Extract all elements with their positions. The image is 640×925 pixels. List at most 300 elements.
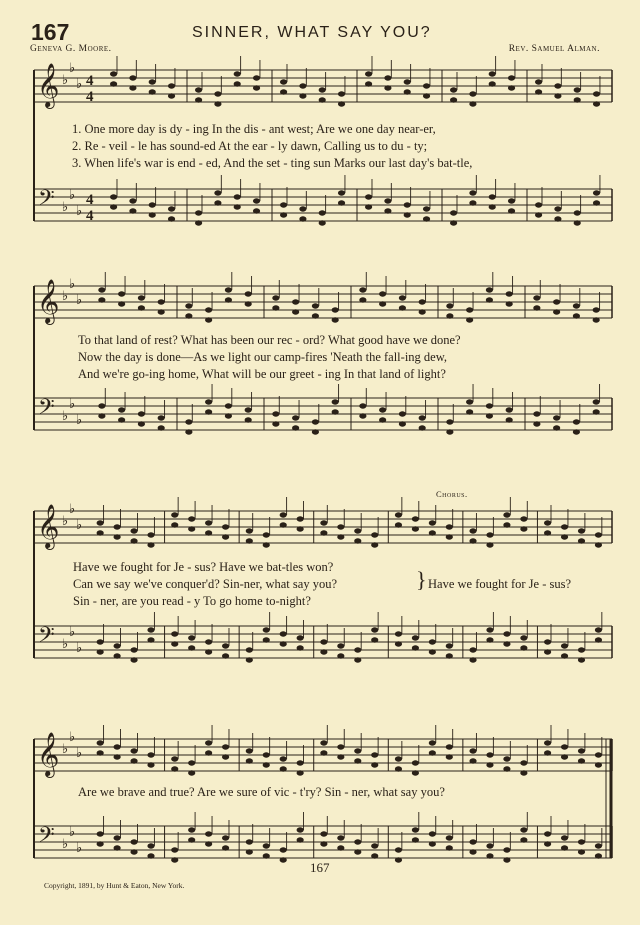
note-head bbox=[118, 407, 125, 412]
note-head bbox=[578, 849, 585, 854]
note-head bbox=[205, 409, 212, 414]
note-head bbox=[292, 425, 299, 430]
note-head bbox=[185, 313, 192, 318]
note-head bbox=[399, 295, 406, 300]
note-head bbox=[253, 85, 260, 90]
note-head bbox=[379, 301, 386, 306]
note-head bbox=[469, 538, 476, 543]
note-head bbox=[147, 627, 154, 632]
note-head bbox=[246, 647, 253, 652]
note-head bbox=[337, 653, 344, 658]
note-head bbox=[280, 756, 287, 761]
note-head bbox=[205, 530, 212, 535]
note-head bbox=[332, 317, 339, 322]
note-head bbox=[399, 411, 406, 416]
note-head bbox=[320, 530, 327, 535]
note-head bbox=[147, 843, 154, 848]
note-head bbox=[97, 841, 104, 846]
verse-brace: } bbox=[416, 567, 427, 592]
copyright-notice: Copyright, 1891, by Hunt & Eaton, New York. bbox=[44, 881, 185, 890]
note-head bbox=[466, 409, 473, 414]
note-head bbox=[114, 643, 121, 648]
note-head bbox=[246, 758, 253, 763]
note-head bbox=[130, 528, 137, 533]
note-head bbox=[292, 299, 299, 304]
note-head bbox=[553, 299, 560, 304]
note-head bbox=[399, 305, 406, 310]
flat-sign-icon: ♭ bbox=[76, 641, 83, 656]
note-head bbox=[158, 299, 165, 304]
flat-sign-icon: ♭ bbox=[62, 200, 69, 215]
note-head bbox=[561, 653, 568, 658]
note-head bbox=[412, 645, 419, 650]
note-head bbox=[429, 831, 436, 836]
note-head bbox=[97, 740, 104, 745]
note-head bbox=[312, 419, 319, 424]
note-head bbox=[535, 202, 542, 207]
note-head bbox=[446, 303, 453, 308]
bass-clef-icon: 𝄢 bbox=[38, 395, 55, 425]
note-head bbox=[354, 839, 361, 844]
note-head bbox=[359, 297, 366, 302]
note-head bbox=[332, 307, 339, 312]
note-head bbox=[319, 220, 326, 225]
treble-clef-icon: 𝄞 bbox=[37, 279, 60, 323]
treble-clef-icon: 𝄞 bbox=[37, 63, 60, 107]
note-head bbox=[320, 831, 327, 836]
note-head bbox=[503, 857, 510, 862]
note-head bbox=[222, 845, 229, 850]
note-head bbox=[234, 204, 241, 209]
note-head bbox=[469, 528, 476, 533]
note-head bbox=[379, 291, 386, 296]
words-credit: Geneva G. Moore. bbox=[30, 44, 112, 54]
note-head bbox=[469, 748, 476, 753]
note-head bbox=[508, 198, 515, 203]
note-head bbox=[188, 516, 195, 521]
note-head bbox=[379, 417, 386, 422]
note-head bbox=[535, 79, 542, 84]
note-head bbox=[246, 538, 253, 543]
note-head bbox=[384, 198, 391, 203]
note-head bbox=[280, 641, 287, 646]
note-head bbox=[320, 750, 327, 755]
note-head bbox=[593, 91, 600, 96]
note-head bbox=[429, 649, 436, 654]
note-head bbox=[520, 837, 527, 842]
note-head bbox=[508, 85, 515, 90]
note-head bbox=[263, 843, 270, 848]
note-head bbox=[419, 299, 426, 304]
note-head bbox=[412, 770, 419, 775]
flat-sign-icon: ♭ bbox=[62, 289, 69, 304]
note-head bbox=[520, 827, 527, 832]
note-head bbox=[205, 317, 212, 322]
flat-sign-icon: ♭ bbox=[76, 413, 83, 428]
note-head bbox=[395, 857, 402, 862]
note-head bbox=[419, 415, 426, 420]
flat-sign-icon: ♭ bbox=[62, 514, 69, 529]
note-head bbox=[489, 81, 496, 86]
note-head bbox=[469, 758, 476, 763]
flat-sign-icon: ♭ bbox=[76, 293, 83, 308]
note-head bbox=[272, 295, 279, 300]
note-head bbox=[185, 429, 192, 434]
note-head bbox=[574, 220, 581, 225]
note-head bbox=[404, 212, 411, 217]
note-head bbox=[503, 756, 510, 761]
note-head bbox=[337, 524, 344, 529]
note-head bbox=[299, 93, 306, 98]
note-head bbox=[130, 839, 137, 844]
note-head bbox=[489, 194, 496, 199]
flat-sign-icon: ♭ bbox=[62, 837, 69, 852]
lyric-line: 3. When life's war is end - ed, And the set - ting sun Marks our last day's bat-tle, bbox=[72, 156, 473, 170]
note-head bbox=[225, 403, 232, 408]
note-head bbox=[486, 413, 493, 418]
note-head bbox=[486, 542, 493, 547]
note-head bbox=[395, 766, 402, 771]
note-head bbox=[423, 206, 430, 211]
flat-sign-icon: ♭ bbox=[62, 637, 69, 652]
note-head bbox=[469, 101, 476, 106]
note-head bbox=[354, 758, 361, 763]
note-head bbox=[506, 291, 513, 296]
note-head bbox=[533, 421, 540, 426]
note-head bbox=[561, 744, 568, 749]
note-head bbox=[384, 208, 391, 213]
note-head bbox=[297, 635, 304, 640]
note-head bbox=[595, 637, 602, 642]
note-head bbox=[292, 309, 299, 314]
note-head bbox=[297, 760, 304, 765]
time-signature-denominator: 4 bbox=[86, 89, 94, 105]
note-head bbox=[573, 313, 580, 318]
flat-sign-icon: ♭ bbox=[76, 746, 83, 761]
note-head bbox=[354, 647, 361, 652]
note-head bbox=[130, 657, 137, 662]
note-head bbox=[245, 407, 252, 412]
note-head bbox=[544, 520, 551, 525]
note-head bbox=[320, 520, 327, 525]
hymn-number: 167 bbox=[31, 19, 70, 45]
note-head bbox=[337, 845, 344, 850]
note-head bbox=[544, 841, 551, 846]
lyric-line: 2. Re - veil - le has sound-ed At the ear - ly dawn, Calling us to du - ty; bbox=[72, 139, 428, 153]
note-head bbox=[320, 639, 327, 644]
note-head bbox=[486, 637, 493, 642]
note-head bbox=[149, 79, 156, 84]
note-head bbox=[503, 847, 510, 852]
note-head bbox=[578, 647, 585, 652]
note-head bbox=[263, 627, 270, 632]
note-head bbox=[379, 407, 386, 412]
note-head bbox=[253, 198, 260, 203]
note-head bbox=[130, 538, 137, 543]
note-head bbox=[520, 770, 527, 775]
note-head bbox=[280, 766, 287, 771]
note-head bbox=[205, 831, 212, 836]
note-head bbox=[195, 97, 202, 102]
note-head bbox=[280, 89, 287, 94]
note-head bbox=[171, 857, 178, 862]
lyric-line: Sin - ner, are you read - y To go home to-night? bbox=[73, 594, 311, 608]
note-head bbox=[423, 83, 430, 88]
lyric-line: And we're go-ing home, What will be our greet - ing In that land of light? bbox=[78, 367, 446, 381]
note-head bbox=[404, 79, 411, 84]
flat-sign-icon: ♭ bbox=[76, 518, 83, 533]
note-head bbox=[205, 740, 212, 745]
note-head bbox=[245, 417, 252, 422]
note-head bbox=[195, 210, 202, 215]
note-head bbox=[171, 631, 178, 636]
note-head bbox=[272, 411, 279, 416]
note-head bbox=[245, 291, 252, 296]
lyric-line: Have we fought for Je - sus? Have we bat-tles won? bbox=[73, 560, 334, 574]
note-head bbox=[168, 93, 175, 98]
note-head bbox=[188, 645, 195, 650]
note-head bbox=[429, 639, 436, 644]
note-head bbox=[98, 297, 105, 302]
note-head bbox=[574, 97, 581, 102]
note-head bbox=[508, 75, 515, 80]
note-head bbox=[253, 75, 260, 80]
note-head bbox=[466, 317, 473, 322]
note-head bbox=[446, 419, 453, 424]
note-head bbox=[225, 413, 232, 418]
note-head bbox=[114, 754, 121, 759]
note-head bbox=[412, 516, 419, 521]
chorus-lyric: Have we fought for Je - sus? bbox=[428, 577, 572, 591]
note-head bbox=[138, 421, 145, 426]
note-head bbox=[503, 641, 510, 646]
note-head bbox=[578, 758, 585, 763]
note-head bbox=[354, 538, 361, 543]
note-head bbox=[280, 212, 287, 217]
note-head bbox=[171, 641, 178, 646]
note-head bbox=[533, 411, 540, 416]
note-head bbox=[554, 206, 561, 211]
note-head bbox=[395, 631, 402, 636]
note-head bbox=[419, 309, 426, 314]
note-head bbox=[320, 649, 327, 654]
lyric-line: 1. One more day is dy - ing In the dis - ant west; Are we one day near-er, bbox=[72, 122, 436, 136]
note-head bbox=[573, 429, 580, 434]
note-head bbox=[246, 528, 253, 533]
note-head bbox=[280, 631, 287, 636]
note-head bbox=[561, 845, 568, 850]
note-head bbox=[544, 740, 551, 745]
note-head bbox=[520, 760, 527, 765]
note-head bbox=[469, 200, 476, 205]
note-head bbox=[195, 220, 202, 225]
note-head bbox=[486, 843, 493, 848]
note-head bbox=[138, 305, 145, 310]
note-head bbox=[185, 303, 192, 308]
note-head bbox=[395, 847, 402, 852]
flat-sign-icon: ♭ bbox=[69, 502, 76, 517]
note-head bbox=[520, 516, 527, 521]
note-head bbox=[168, 216, 175, 221]
lyric-line: Are we brave and true? Are we sure of vic - t'ry? Sin - ner, what say you? bbox=[78, 785, 445, 799]
note-head bbox=[446, 653, 453, 658]
note-head bbox=[214, 101, 221, 106]
note-head bbox=[158, 309, 165, 314]
note-head bbox=[595, 542, 602, 547]
note-head bbox=[399, 421, 406, 426]
note-head bbox=[205, 649, 212, 654]
hymn-title: SINNER, WHAT SAY YOU? bbox=[192, 24, 432, 41]
note-head bbox=[419, 425, 426, 430]
note-head bbox=[466, 399, 473, 404]
note-head bbox=[544, 750, 551, 755]
note-head bbox=[245, 301, 252, 306]
note-head bbox=[412, 827, 419, 832]
flat-sign-icon: ♭ bbox=[69, 277, 76, 292]
note-head bbox=[263, 532, 270, 537]
note-head bbox=[246, 839, 253, 844]
note-head bbox=[129, 85, 136, 90]
note-head bbox=[338, 91, 345, 96]
note-head bbox=[578, 839, 585, 844]
note-head bbox=[188, 837, 195, 842]
note-head bbox=[214, 200, 221, 205]
note-head bbox=[429, 740, 436, 745]
note-head bbox=[147, 853, 154, 858]
time-signature-numerator: 4 bbox=[86, 192, 94, 208]
note-head bbox=[371, 532, 378, 537]
note-head bbox=[188, 760, 195, 765]
note-head bbox=[118, 301, 125, 306]
note-head bbox=[469, 657, 476, 662]
flat-sign-icon: ♭ bbox=[62, 73, 69, 88]
note-head bbox=[98, 403, 105, 408]
note-head bbox=[171, 847, 178, 852]
note-head bbox=[97, 520, 104, 525]
note-head bbox=[533, 295, 540, 300]
note-head bbox=[365, 71, 372, 76]
note-head bbox=[395, 522, 402, 527]
flat-sign-icon: ♭ bbox=[69, 61, 76, 76]
note-head bbox=[450, 97, 457, 102]
note-head bbox=[297, 526, 304, 531]
lyric-line: To that land of rest? What has been our rec - ord? What good have we done? bbox=[78, 333, 461, 347]
note-head bbox=[595, 762, 602, 767]
note-head bbox=[129, 75, 136, 80]
note-head bbox=[246, 849, 253, 854]
note-head bbox=[450, 210, 457, 215]
note-head bbox=[337, 643, 344, 648]
note-head bbox=[544, 639, 551, 644]
note-head bbox=[359, 413, 366, 418]
note-head bbox=[503, 766, 510, 771]
time-signature-numerator: 4 bbox=[86, 73, 94, 89]
note-head bbox=[466, 307, 473, 312]
flat-sign-icon: ♭ bbox=[69, 625, 76, 640]
note-head bbox=[297, 827, 304, 832]
note-head bbox=[469, 190, 476, 195]
note-head bbox=[554, 216, 561, 221]
bass-clef-icon: 𝄢 bbox=[38, 186, 55, 216]
page-number: 167 bbox=[310, 860, 330, 875]
note-head bbox=[365, 204, 372, 209]
note-head bbox=[553, 415, 560, 420]
note-head bbox=[506, 417, 513, 422]
note-head bbox=[118, 417, 125, 422]
note-head bbox=[222, 754, 229, 759]
note-head bbox=[337, 534, 344, 539]
note-head bbox=[205, 750, 212, 755]
note-head bbox=[205, 841, 212, 846]
note-head bbox=[253, 208, 260, 213]
note-head bbox=[114, 534, 121, 539]
note-head bbox=[138, 411, 145, 416]
note-head bbox=[205, 307, 212, 312]
note-head bbox=[395, 512, 402, 517]
note-head bbox=[280, 847, 287, 852]
note-head bbox=[446, 534, 453, 539]
note-head bbox=[486, 403, 493, 408]
note-head bbox=[573, 303, 580, 308]
note-head bbox=[446, 835, 453, 840]
note-head bbox=[561, 534, 568, 539]
note-head bbox=[593, 317, 600, 322]
note-head bbox=[371, 762, 378, 767]
note-head bbox=[280, 857, 287, 862]
note-head bbox=[371, 843, 378, 848]
note-head bbox=[171, 756, 178, 761]
note-head bbox=[263, 752, 270, 757]
note-head bbox=[354, 657, 361, 662]
note-head bbox=[561, 754, 568, 759]
note-head bbox=[578, 528, 585, 533]
note-head bbox=[214, 190, 221, 195]
note-head bbox=[561, 524, 568, 529]
note-head bbox=[320, 740, 327, 745]
note-head bbox=[595, 532, 602, 537]
note-head bbox=[450, 87, 457, 92]
flat-sign-icon: ♭ bbox=[62, 409, 69, 424]
note-head bbox=[561, 643, 568, 648]
note-head bbox=[412, 526, 419, 531]
treble-clef-icon: 𝄞 bbox=[37, 732, 60, 776]
flat-sign-icon: ♭ bbox=[69, 825, 76, 840]
note-head bbox=[147, 762, 154, 767]
note-head bbox=[114, 845, 121, 850]
note-head bbox=[138, 295, 145, 300]
flat-sign-icon: ♭ bbox=[76, 204, 83, 219]
flat-sign-icon: ♭ bbox=[62, 742, 69, 757]
note-head bbox=[147, 532, 154, 537]
note-head bbox=[595, 627, 602, 632]
note-head bbox=[486, 762, 493, 767]
note-head bbox=[359, 403, 366, 408]
note-head bbox=[299, 83, 306, 88]
note-head bbox=[469, 647, 476, 652]
note-head bbox=[195, 87, 202, 92]
note-head bbox=[130, 748, 137, 753]
note-head bbox=[574, 210, 581, 215]
note-head bbox=[395, 641, 402, 646]
note-head bbox=[272, 305, 279, 310]
note-head bbox=[450, 220, 457, 225]
bass-clef-icon: 𝄢 bbox=[38, 823, 55, 853]
bass-clef-icon: 𝄢 bbox=[38, 623, 55, 653]
note-head bbox=[149, 202, 156, 207]
note-head bbox=[578, 748, 585, 753]
note-head bbox=[114, 835, 121, 840]
note-head bbox=[130, 758, 137, 763]
